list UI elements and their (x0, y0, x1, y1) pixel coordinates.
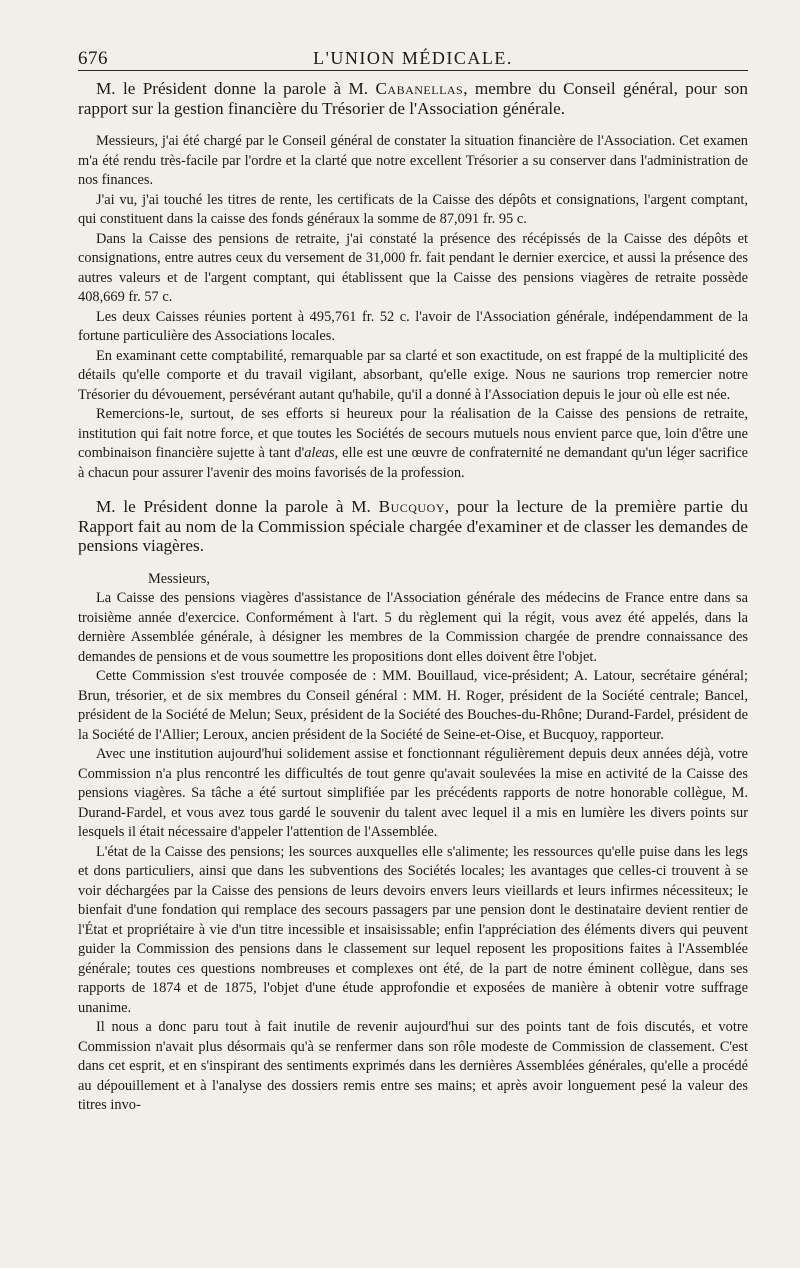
bucquoy-introduction (78, 497, 748, 556)
report-paragraph: J'ai vu, j'ai touché les titres de rente, les certificats de la Caisse des dépôts et consignations, l'argent comptant, qui constituent dans la caisse des fonds généraux la somme de 87,091 fr. 95 c. (78, 191, 748, 228)
cabanellas-introduction (78, 79, 748, 118)
report-paragraph: Les deux Caisses réunies portent à 495,761 fr. 52 c. l'avoir de l'Association générale, indépendamment de la fortune particulière des Associations locales. (78, 308, 748, 345)
commission-paragraph: La Caisse des pensions viagères d'assistance de l'Association générale des médecins de France entre dans sa troisième année d'exercice. Conformément à l'art. 5 du règlement qui la régit, vous avez été appelés, dans la dernière Assemblée générale, à désigner les membres de la Commission chargée de prendre connaissance des demandes de pensions et de vous soumettre les propositions dont elles doivent être l'objet. (78, 590, 748, 665)
commission-paragraph: Avec une institution aujourd'hui solidement assise et fonctionnant régulièrement depuis deux années déjà, votre Commission n'a plus rencontré les difficultés de tout genre qu'avait soulevées la mise en activité de la Caisse des pensions viagères. Sa tâche a été surtout simplifiée par les précédents rapports de notre honorable collègue, M. Durand-Fardel, et vous avez tous gardé le souvenir du talent avec lequel il a mis en lumière les divers points sur lesquels il était nécessaire d'appeler l'attention de l'Assemblée. (78, 746, 748, 841)
commission-paragraph: L'état de la Caisse des pensions; les sources auxquelles elle s'alimente; les ressources qu'elle puise dans les legs et dons particuliers, ainsi que dans les subventions des Sociétés locales; les avantages que celles-ci trouvent à se voir déchargées par la Caisse des pensions de leurs devoirs envers leurs vieillards et leurs infirmes nécessiteux; le bienfait d'une fondation qui remplace des secours passagers par une pension dont le destinataire devient rentier de l'État et propriétaire à vie d'un titre incessible et insaisissable; enfin l'appréciation des éléments divers qui peuvent guider la Commission des pensions dans le classement sur lequel reposent les propositions faites à l'Assemblée générale; toutes ces questions nombreuses et complexes ont été, de la part de notre éminent collègue, dans ses rapports de 1874 et de 1875, l'objet d'une étude approfondie et exposées de manière à obtenir votre suffrage unanime. (78, 843, 748, 1016)
report-paragraph: Dans la Caisse des pensions de retraite, j'ai constaté la présence des récépissés de la Caisse des dépôts et consignations, entre autres ceux du versement de 31,000 fr. fait pendant le dernier exercice, et aussi la présence des autres valeurs et de l'argent comptant, qui établissent que la Caisse des pensions viagères de retraite possède 408,669 fr. 57 c. (78, 230, 748, 306)
thanks-paragraph (78, 405, 748, 483)
commission-paragraph: Cette Commission s'est trouvée composée de : MM. Bouillaud, vice-président; A. Latour, secrétaire général; Brun, trésorier, et de six membres du Conseil général : MM. H. Roger, président de la Société centrale; Bancel, président de la Société de Melun; Seux, président de la Société des Bouches-du-Rhône; Durand-Fardel, président de la Société de l'Allier; Leroux, ancien président de la Société de Seine-et-Oise, et Bucquoy, rapporteur. (78, 668, 748, 743)
commission-paragraph: Il nous a donc paru tout à fait inutile de revenir aujourd'hui sur des points tant de fois discutés, et votre Commission n'avait plus désormais qu'à se renfermer dans son rôle modeste de Commission de classement. C'est dans cet esprit, et en s'inspirant des sentiments exprimés dans les dernières Assemblées générales, qu'elle a procédé au dépouillement et à l'analyse des dossiers remis entre ses mains; et après avoir longuement pesé la valeur des titres invo- (78, 1019, 748, 1114)
page-number: 676 (78, 48, 108, 69)
salutation: Messieurs, (148, 570, 210, 587)
thanks-text: Remercions-le, surtout, de ses efforts si heureux pour la réalisation de la Caisse des pensions de retraite, institution qui fait notre force, et que toutes les Sociétés de secours mutuels nous envient parce que, loin d'être une combinaison financière sujette à tant d' (78, 406, 748, 462)
speech-rest: , membre du Conseil général, pour son rapport sur la gestion financière du Trésorier de l'Association générale. (78, 79, 748, 118)
journal-title: L'UNION MÉDICALE. (313, 48, 513, 68)
running-head (78, 46, 748, 71)
speaker-name: Cabanellas (375, 79, 464, 98)
report-paragraph: Messieurs, j'ai été chargé par le Conseil général de constater la situation financière de l'Association. Cet examen m'a été rendu très-facile par l'ordre et la clarté que notre excellent Trésorier a su conserver dans l'administration de nos finances. (78, 133, 748, 189)
report-paragraph: En examinant cette comptabilité, remarquable par sa clarté et son exactitude, on est frappé de la multiplicité des détails qu'elle comporte et du travail vigilant, absorbant, qu'elle exige. Nous ne saurions trop remercier notre Trésorier du dévouement, persévérant autant qu'habile, qu'il a donné à l'Association depuis le jour où elle est née. (78, 347, 748, 403)
speech-rest: , pour la lecture de la première partie du Rapport fait au nom de la Commission spéciale chargée d'examiner et de classer les demandes de pensions viagères. (78, 497, 748, 556)
thanks-text-end: elle est une œuvre de confraternité ne demandant qu'un léger sacrifice à chacun pour assurer l'avenir des moins favorisés de la profession. (78, 445, 748, 481)
speaker-name: Bucquoy (378, 497, 445, 517)
speech-lead: M. le Président donne la parole à M. (96, 79, 376, 98)
speech-lead: M. le Président donne la parole à M. (96, 497, 379, 517)
thanks-italic: aleas, (304, 445, 339, 462)
